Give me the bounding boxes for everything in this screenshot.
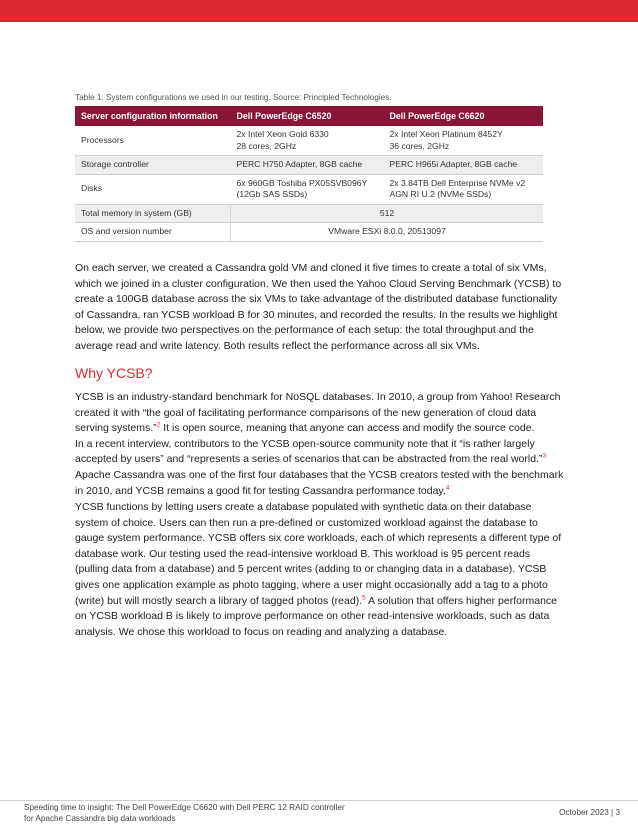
footer-title-line: Speeding time to insight: The Dell PowerEdge C6620 with Dell PERC 12 RAID controller xyxy=(24,803,345,812)
table-cell: PERC H750 Adapter, 8GB cache xyxy=(231,156,384,175)
cell-line: 2x 3.84TB Dell Enterprise NVMe v2 xyxy=(389,177,526,188)
cell-line: (12Gb SAS SSDs) xyxy=(236,189,308,199)
table-row xyxy=(75,223,543,242)
cell-line: 36 cores, 2GHz xyxy=(389,140,450,151)
footer-divider xyxy=(0,800,638,801)
footnote-marker: 2 xyxy=(156,421,161,429)
paragraph-text: In a recent interview, contributors to the YCSB open-source community note that it “is rather largely accepted by users” and “represents a series of scenarios that can be abstracted from the real world.” xyxy=(75,437,543,466)
row-label: Processors xyxy=(75,126,231,156)
footer-date-page: October 2023 | 3 xyxy=(559,808,620,817)
column-header: Dell PowerEdge C6620 xyxy=(384,106,544,126)
table-caption: Table 1: System configurations we used in our testing. Source: Principled Technologies. xyxy=(75,93,392,102)
table-header-row xyxy=(75,106,543,126)
paragraph-text: It is open source, meaning that anyone can access and modify the source code. xyxy=(160,422,535,435)
table-row xyxy=(75,204,543,223)
footnote-marker: 5 xyxy=(362,594,366,602)
footnote-marker: 4 xyxy=(445,484,450,492)
body-paragraph xyxy=(75,500,565,640)
row-label: Disks xyxy=(75,174,231,204)
paragraph-text: YCSB is an industry-standard benchmark for NoSQL databases. In 2010, a group from Yahoo! Research created it with “the goal of facilitating performance comparisons of the new generation of cloud data serving systems.” xyxy=(75,391,561,435)
top-accent-bar xyxy=(0,0,638,22)
table-cell-spanning: 512 xyxy=(231,204,544,223)
row-label: OS and version number xyxy=(75,223,231,242)
cell-line: AGN RI U.2 (NVMe SSDs) xyxy=(389,189,492,199)
body-paragraph xyxy=(75,390,565,499)
table-cell xyxy=(231,174,384,204)
table-row xyxy=(75,174,543,204)
table-cell-spanning: VMware ESXi 8.0.0, 20513097 xyxy=(231,223,544,242)
table-cell xyxy=(384,126,544,156)
cell-line: 28 cores, 2GHz xyxy=(236,140,297,151)
configuration-table xyxy=(75,106,543,242)
table-row xyxy=(75,156,543,175)
paragraph-text: A solution that offers higher performance on YCSB workload B is likely to improve performance on other read-intensive workloads, such as data analysis. We chose this workload to focus on reading and analyzing a database. xyxy=(75,594,558,638)
table-cell xyxy=(231,126,384,156)
column-header: Dell PowerEdge C6520 xyxy=(231,106,384,126)
section-heading: Why YCSB? xyxy=(75,365,153,381)
table-cell xyxy=(384,174,544,204)
cell-line: 2x Intel Xeon Platinum 8452Y xyxy=(389,129,503,139)
footer-title-line: for Apache Cassandra big data workloads xyxy=(24,813,176,823)
row-label: Storage controller xyxy=(75,156,231,175)
footnote-marker: 3 xyxy=(542,452,547,460)
body-paragraph: On each server, we created a Cassandra gold VM and cloned it five times to create a total of six VMs, which we joined in a cluster configuration. We then used the Yahoo Cloud Serving Benchmark (YCSB) to create a 100GB database across the six VMs to take advantage of the distributed database functionality of Cassandra, ran YCSB workload B for 30 minutes, and recorded the results. In the results we highlight below, we provide two perspectives on the performance of each setup: the total throughput and the average read and write latency. Both results reflect the performance across all six VMs. xyxy=(75,262,562,352)
paragraph-text: YCSB functions by letting users create a database populated with synthetic data on their database system of choice. Users can then run a pre-defined or customized workload against the database to gauge system performance. YCSB offers six core workloads, each of which represents a different type of database work. Our testing used the read-intensive workload B. This workload is 95 percent reads (pulling data from a database) and 5 percent writes (adding to or changing data in a database). YCSB gives one application example as photo tagging, where a user might occasionally add a tag to a photo (write) but will mostly search a library of tagged photos (read). xyxy=(75,501,562,607)
cell-line: 6x 960GB Toshiba PX05SVB096Y xyxy=(236,177,368,188)
footer-title xyxy=(24,803,384,824)
column-header: Server configuration information xyxy=(75,106,231,126)
table-row xyxy=(75,126,543,156)
paragraph-text: Apache Cassandra was one of the first four databases that the YCSB creators tested with the benchmark in 2010, and YCSB remains a good fit for testing Cassandra performance today. xyxy=(75,468,564,497)
row-label: Total memory in system (GB) xyxy=(75,204,231,223)
cell-line: 2x Intel Xeon Gold 6330 xyxy=(236,129,329,139)
table-cell: PERC H965i Adapter, 8GB cache xyxy=(384,156,544,175)
